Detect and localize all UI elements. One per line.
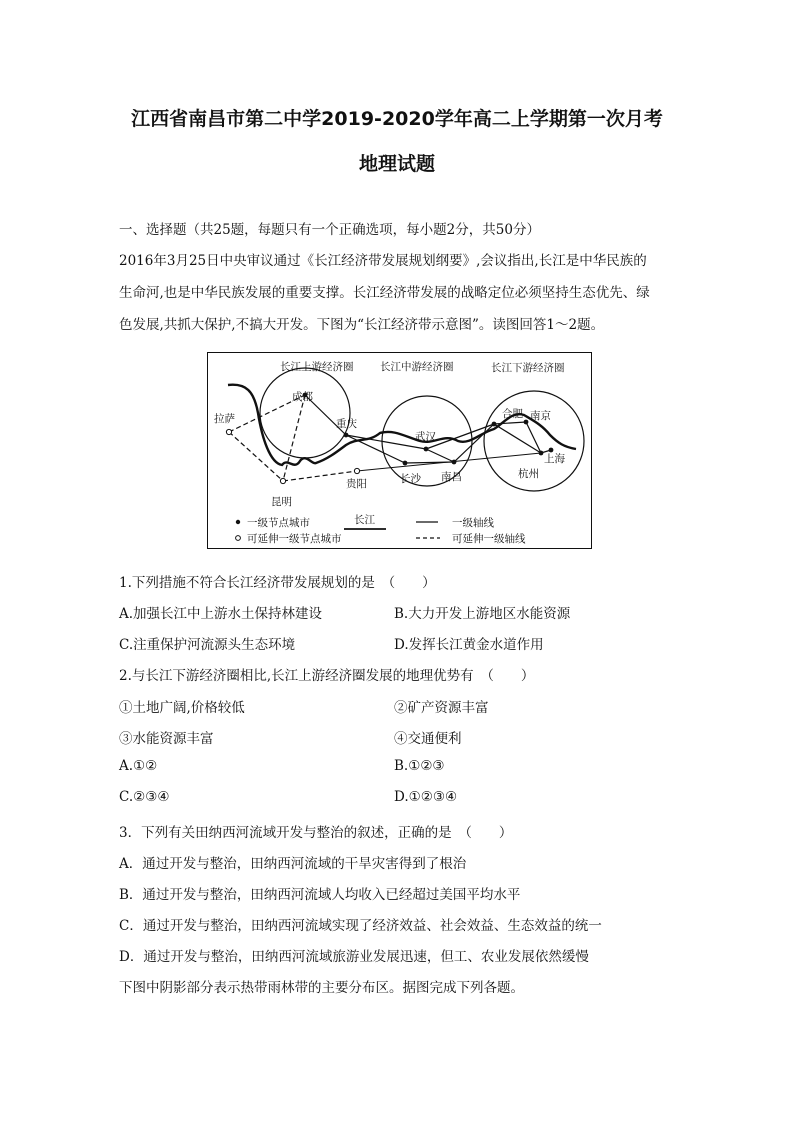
legend-primary-city: 一级节点城市	[247, 517, 310, 529]
wuhan-dot	[424, 447, 429, 452]
extendable-axis-lhasa-kunming	[229, 432, 283, 481]
city-nanjing: 南京	[530, 410, 551, 422]
primary-axis-chongqing-wuhan	[346, 435, 426, 449]
upper-circle-label: 长江上游经济圈	[280, 361, 354, 373]
city-lhasa: 拉萨	[214, 413, 235, 425]
q3-option-d: D．通过开发与整治，田纳西河流域旅游业发展迅速，但工、农业发展依然缓慢	[119, 949, 589, 965]
guiyang-dot	[354, 468, 359, 473]
q2-stem: 2.与长江下游经济圈相比,长江上游经济圈发展的地理优势有 （ ）	[119, 668, 535, 684]
next-question-intro: 下图中阴影部分表示热带雨林带的主要分布区。据图完成下列各题。	[119, 980, 524, 996]
extendable-axis-chengdu-kunming	[283, 395, 305, 481]
legend-extendable-axis: 可延伸一级轴线	[452, 533, 526, 545]
changsha-dot	[403, 461, 408, 466]
intro-line-2: 生命河,也是中华民族发展的重要支撑。长江经济带发展的战略定位必须坚持生态优先、绿	[119, 285, 650, 301]
legend-primary-axis: 一级轴线	[452, 517, 494, 529]
legend-extendable-city-symbol	[236, 536, 241, 541]
intro-line-3: 色发展,共抓大保护,不搞大开发。下图为“长江经济带示意图”。读图回答1～2题。	[119, 317, 605, 333]
hefei-dot	[492, 422, 497, 427]
q3-option-b: B．通过开发与整治，田纳西河流域人均收入已经超过美国平均水平	[119, 887, 521, 903]
legend-primary-city-symbol	[236, 520, 240, 524]
nanchang-dot	[452, 460, 457, 465]
city-wuhan: 武汉	[415, 431, 436, 443]
lower-circle-label: 长江下游经济圈	[491, 362, 565, 374]
nanjing-dot	[524, 420, 529, 425]
hangzhou-dot	[539, 451, 544, 456]
q2-option-b: B.①②③	[394, 758, 445, 774]
city-guiyang: 贵阳	[346, 478, 367, 490]
q3-option-a: A．通过开发与整治，田纳西河流域的干旱灾害得到了根治	[119, 856, 467, 872]
upper-circle	[260, 368, 350, 458]
city-hangzhou: 杭州	[518, 468, 539, 480]
q2-statement-4: ④交通便利	[394, 731, 462, 747]
city-chongqing: 重庆	[336, 418, 357, 430]
city-hefei: 合肥	[502, 408, 523, 420]
page-title: 江西省南昌市第二中学2019-2020学年高二上学期第一次月考	[131, 108, 663, 130]
middle-circle-label: 长江中游经济圈	[380, 361, 454, 373]
yangtze-economic-belt-map	[207, 352, 592, 549]
chongqing-dot	[344, 433, 349, 438]
q2-statement-1: ①土地广阔,价格较低	[119, 700, 245, 716]
legend-extendable-city: 可延伸一级节点城市	[247, 533, 342, 545]
city-chengdu: 成都	[292, 391, 313, 403]
yangtze-river	[228, 385, 576, 465]
city-kunming: 昆明	[271, 496, 292, 508]
q2-statement-3: ③水能资源丰富	[119, 731, 214, 747]
intro-line-1: 2016年3月25日中央审议通过《长江经济带发展规划纲要》,会议指出,长江是中华民族的	[119, 253, 647, 269]
q2-statement-2: ②矿产资源丰富	[394, 700, 489, 716]
q1-stem: 1.下列措施不符合长江经济带发展规划的是 （ ）	[119, 575, 436, 591]
lhasa-dot	[226, 429, 231, 434]
q1-option-d: D.发挥长江黄金水道作用	[394, 637, 544, 653]
section-heading: 一、选择题（共25题，每题只有一个正确选项，每小题2分，共50分）	[119, 222, 540, 238]
q3-option-c: C．通过开发与整治，田纳西河流域实现了经济效益、社会效益、生态效益的统一	[119, 918, 602, 934]
city-shanghai: 上海	[544, 453, 565, 465]
city-changsha: 长沙	[400, 473, 421, 485]
q2-option-a: A.①②	[119, 758, 158, 774]
q1-option-a: A.加强长江中上游水土保持林建设	[119, 606, 323, 622]
kunming-dot	[280, 478, 285, 483]
legend-river: 长江	[354, 514, 375, 526]
q1-option-b: B.大力开发上游地区水能资源	[394, 606, 571, 622]
q1-option-c: C.注重保护河流源头生态环境	[119, 637, 296, 653]
q2-option-d: D.①②③④	[394, 789, 458, 805]
q3-stem: 3．下列有关田纳西河流域开发与整治的叙述，正确的是 （ ）	[119, 825, 513, 841]
primary-axis-wuhan-nanchang	[426, 449, 454, 462]
q2-option-c: C.②③④	[119, 789, 170, 805]
city-nanchang: 南昌	[441, 471, 462, 483]
page-subtitle: 地理试题	[358, 153, 435, 175]
